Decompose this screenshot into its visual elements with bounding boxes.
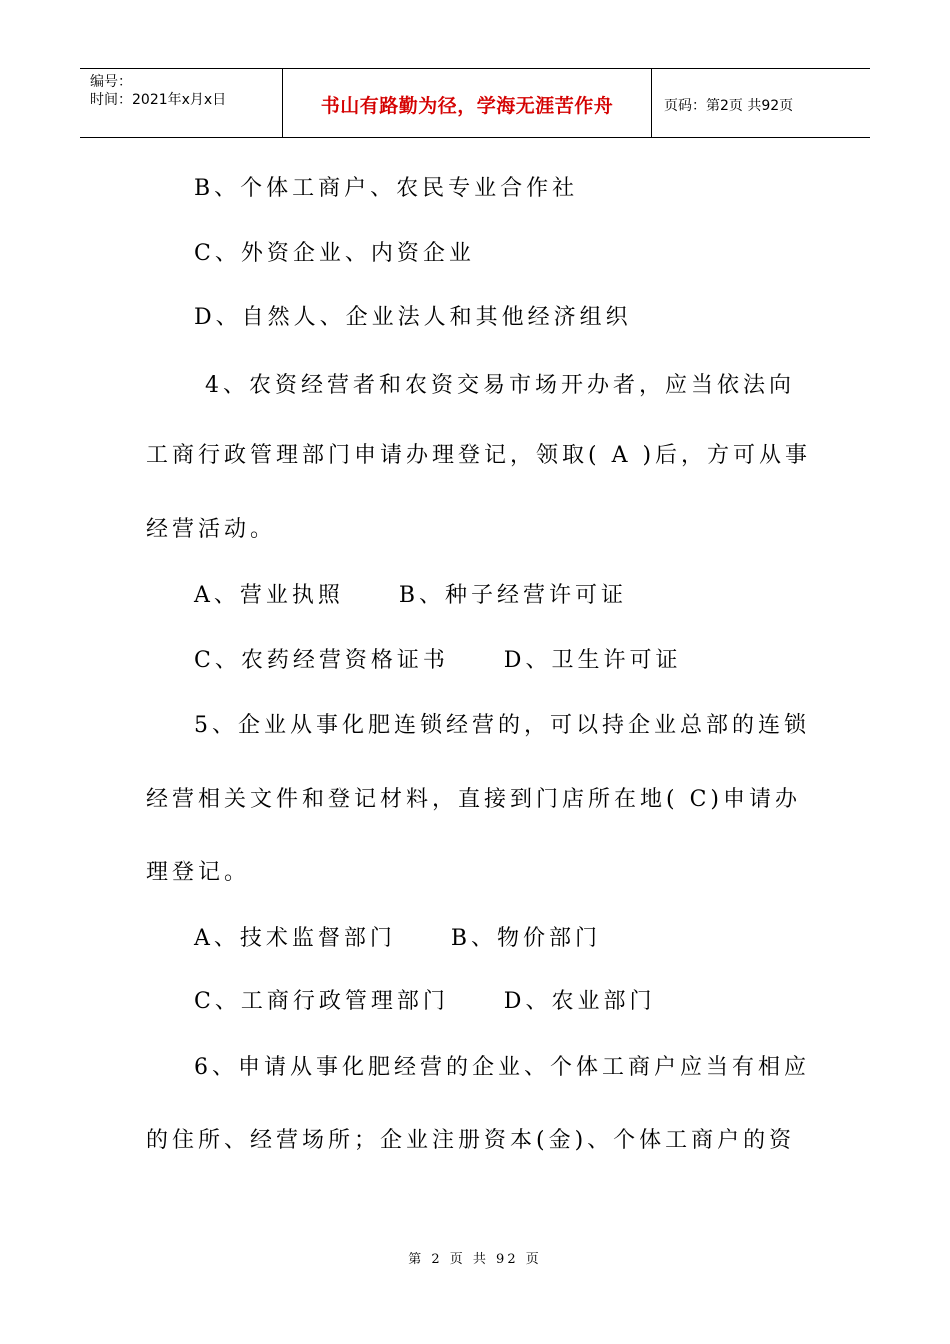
question-5-line-3: 理登记。: [146, 860, 251, 885]
motto: 书山有路勤为径，学海无涯苦作舟: [320, 95, 614, 117]
time-label: 时间：2021年x月x日: [90, 92, 227, 108]
question-4-line-3: 经营活动。: [146, 517, 277, 542]
question-5-line-2: 经营相关文件和登记材料，直接到门店所在地( C)申请办: [146, 787, 801, 812]
page-info: 页码：第2页 共92页: [664, 98, 794, 114]
number-label: 编号：: [90, 74, 132, 90]
question-5-options-ab: A、技术监督部门 B、物价部门: [194, 926, 602, 951]
option-b: B、个体工商户、农民专业合作社: [194, 176, 579, 201]
question-4-options-cd: C、农药经营资格证书 D、卫生许可证: [194, 648, 682, 673]
option-d: D、自然人、企业法人和其他经济组织: [194, 305, 632, 330]
page-footer: 第 2 页 共 92 页: [408, 1252, 542, 1267]
question-6-line-2: 的住所、经营场所；企业注册资本(金)、个体工商户的资: [146, 1128, 796, 1153]
option-c: C、外资企业、内资企业: [194, 241, 475, 266]
question-5-options-cd: C、工商行政管理部门 D、农业部门: [194, 989, 656, 1014]
question-4-line-2: 工商行政管理部门申请办理登记，领取( A )后，方可从事: [146, 443, 812, 468]
header-meta: [80, 69, 282, 137]
header-motto-cell: [282, 69, 652, 137]
question-6-line-1: 6、申请从事化肥经营的企业、个体工商户应当有相应: [194, 1055, 810, 1080]
question-4-options-ab: A、营业执照 B、种子经营许可证: [194, 583, 628, 608]
page-header: [80, 68, 870, 138]
question-4-line-1: 4、农资经营者和农资交易市场开办者，应当依法向: [194, 373, 795, 398]
question-5-line-1: 5、企业从事化肥连锁经营的，可以持企业总部的连锁: [194, 713, 810, 738]
